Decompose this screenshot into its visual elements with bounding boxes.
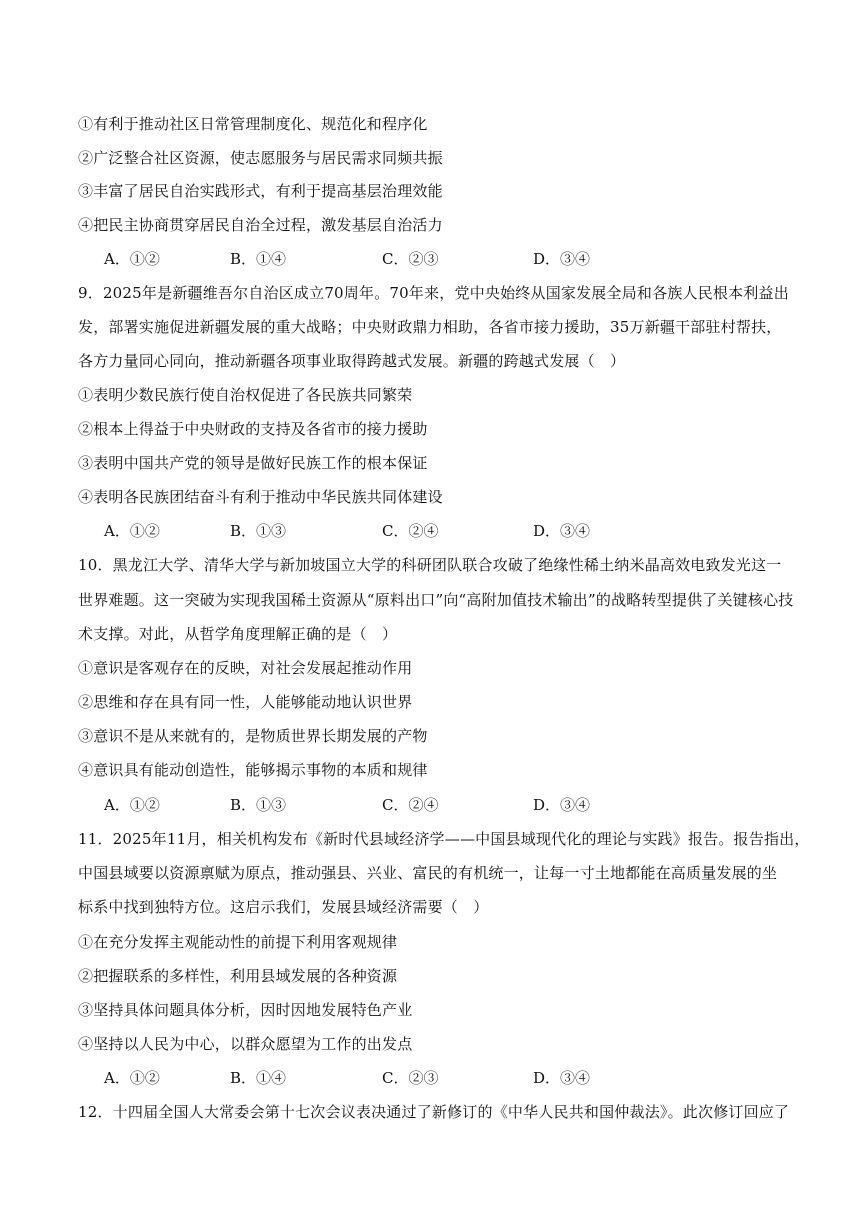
q10-option-a[interactable]: A．①② [104, 796, 160, 814]
q8-statement-3: ③丰富了居民自治实践形式，有利于提高基层治理效能 [78, 182, 443, 200]
q11-statement-1: ①在充分发挥主观能动性的前提下利用客观规律 [78, 933, 398, 951]
q9-stem-line-1: 9．2025年是新疆维吾尔自治区成立70周年。70年来，党中央始终从国家发展全局和各族人民根本利益出 [78, 284, 789, 302]
q9-stem-line-3: 各方力量同心同向，推动新疆各项事业取得跨越式发展。新疆的跨越式发展（ ） [78, 352, 626, 370]
q11-statement-4: ④坚持以人民为中心，以群众愿望为工作的出发点 [78, 1035, 413, 1053]
q11-option-b[interactable]: B．①④ [230, 1069, 287, 1087]
q9-statement-2: ②根本上得益于中央财政的支持及各省市的接力援助 [78, 420, 428, 438]
q8-option-b[interactable]: B．①④ [230, 250, 287, 268]
q10-stem-line-1: 10．黑龙江大学、清华大学与新加坡国立大学的科研团队联合攻破了绝缘性稀土纳米晶高效电致发光这一 [78, 556, 782, 574]
q8-statement-1: ①有利于推动社区日常管理制度化、规范化和程序化 [78, 115, 428, 133]
q9-option-a[interactable]: A．①② [104, 522, 160, 540]
q8-statement-4: ④把民主协商贯穿居民自治全过程，激发基层自治活力 [78, 216, 443, 234]
q10-statement-2: ②思维和存在具有同一性，人能够能动地认识世界 [78, 693, 413, 711]
q8-option-d[interactable]: D．③④ [533, 250, 591, 268]
q11-option-c[interactable]: C．②③ [382, 1069, 439, 1087]
q11-option-d[interactable]: D．③④ [533, 1069, 591, 1087]
q10-stem-line-3: 术支撑。对此，从哲学角度理解正确的是（ ） [78, 625, 398, 643]
q8-statement-2: ②广泛整合社区资源，使志愿服务与居民需求同频共振 [78, 149, 443, 167]
q11-stem-line-1: 11．2025年11月，相关机构发布《新时代县域经济学——中国县域现代化的理论与实践》报告。报告指出， [78, 830, 810, 848]
q11-option-a[interactable]: A．①② [104, 1069, 160, 1087]
q11-statement-3: ③坚持具体问题具体分析，因时因地发展特色产业 [78, 1001, 413, 1019]
q9-statement-4: ④表明各民族团结奋斗有利于推动中华民族共同体建设 [78, 488, 443, 506]
q12-stem-line-1: 12．十四届全国人大常委会第十七次会议表决通过了新修订的《中华人民共和国仲裁法》。此次修订回应了 [78, 1103, 790, 1121]
q9-option-b[interactable]: B．①③ [230, 522, 287, 540]
q10-option-c[interactable]: C．②④ [382, 796, 439, 814]
q9-stem-line-2: 发，部署实施促进新疆发展的重大战略；中央财政鼎力相助，各省市接力援助，35万新疆干部驻村帮扶， [78, 318, 782, 336]
q11-stem-line-3: 标系中找到独特方位。这启示我们，发展县域经济需要（ ） [78, 898, 489, 916]
q9-statement-3: ③表明中国共产党的领导是做好民族工作的根本保证 [78, 454, 428, 472]
q8-options [104, 249, 704, 269]
q9-options [104, 521, 704, 541]
q10-statement-1: ①意识是客观存在的反映，对社会发展起推动作用 [78, 659, 413, 677]
q9-option-d[interactable]: D．③④ [533, 522, 591, 540]
q10-stem-line-2: 世界难题。这一突破为实现我国稀土资源从“原料出口”向“高附加值技术输出”的战略转型提供了关键核心技 [78, 591, 794, 609]
q9-option-c[interactable]: C．②④ [382, 522, 439, 540]
q10-option-d[interactable]: D．③④ [533, 796, 591, 814]
q10-statement-3: ③意识不是从来就有的，是物质世界长期发展的产物 [78, 727, 428, 745]
q10-options [104, 795, 704, 815]
q9-statement-1: ①表明少数民族行使自治权促进了各民族共同繁荣 [78, 386, 413, 404]
q11-stem-line-2: 中国县域要以资源禀赋为原点，推动强县、兴业、富民的有机统一，让每一寸土地都能在高质量发展的坐 [78, 864, 778, 882]
q11-statement-2: ②把握联系的多样性，利用县域发展的各种资源 [78, 967, 398, 985]
q8-option-c[interactable]: C．②③ [382, 250, 439, 268]
q8-option-a[interactable]: A．①② [104, 250, 160, 268]
q10-statement-4: ④意识具有能动创造性，能够揭示事物的本质和规律 [78, 761, 428, 779]
q10-option-b[interactable]: B．①③ [230, 796, 287, 814]
q11-options [104, 1068, 704, 1088]
